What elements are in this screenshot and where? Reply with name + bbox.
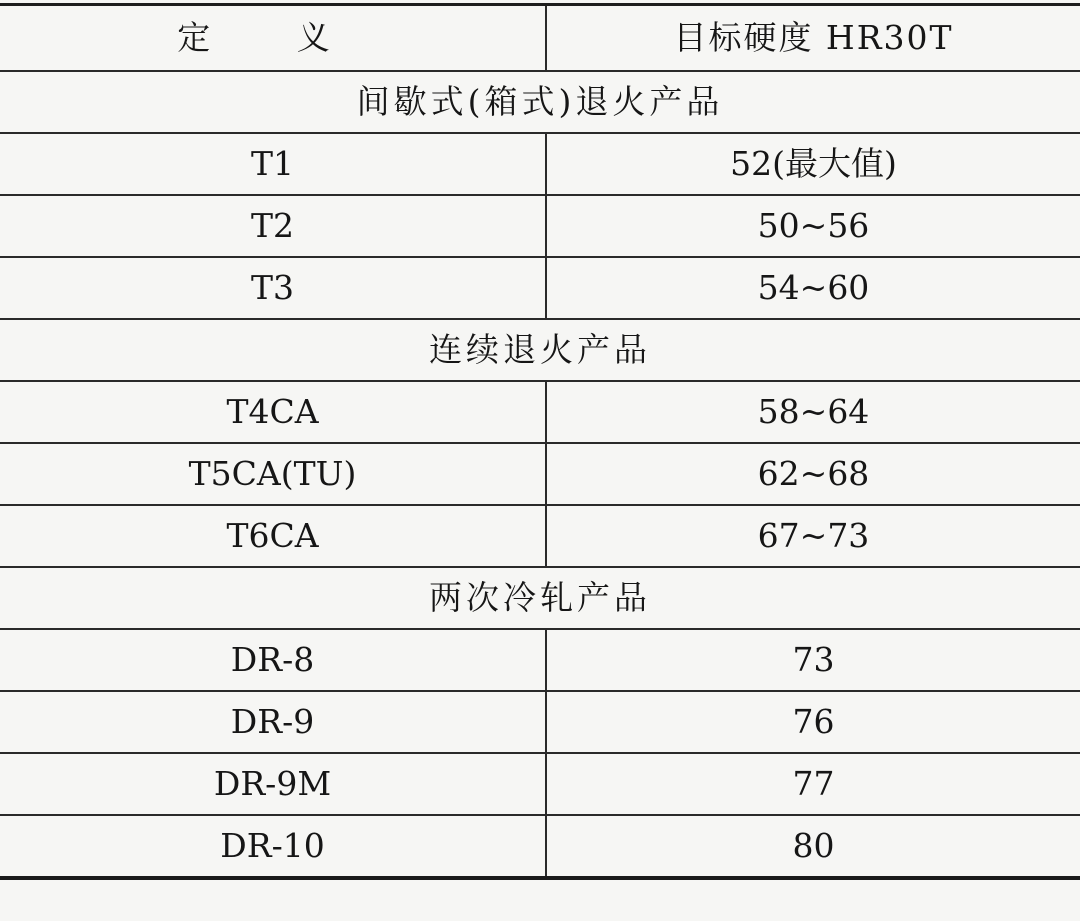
table-row [0, 195, 1080, 257]
section-title: 两次冷轧产品 [0, 567, 1080, 629]
section-title: 连续退火产品 [0, 319, 1080, 381]
section-header-continuous-annealed [0, 319, 1080, 381]
definition-cell: DR-9 [0, 691, 546, 753]
table-row [0, 753, 1080, 815]
table-row [0, 691, 1080, 753]
header-definition: 定 义 [0, 5, 546, 72]
hardness-cell: 80 [546, 815, 1080, 878]
table-row [0, 815, 1080, 878]
section-header-batch-annealed [0, 71, 1080, 133]
table-row [0, 381, 1080, 443]
section-header-double-reduced [0, 567, 1080, 629]
hardness-cell: 77 [546, 753, 1080, 815]
hardness-cell: 52(最大值) [546, 133, 1080, 195]
hardness-cell: 67~73 [546, 505, 1080, 567]
definition-cell: DR-8 [0, 629, 546, 691]
hardness-cell: 76 [546, 691, 1080, 753]
hardness-cell: 54~60 [546, 257, 1080, 319]
definition-cell: T3 [0, 257, 546, 319]
hardness-cell: 73 [546, 629, 1080, 691]
hardness-cell: 62~68 [546, 443, 1080, 505]
definition-cell: T5CA(TU) [0, 443, 546, 505]
definition-cell: DR-10 [0, 815, 546, 878]
table-row [0, 629, 1080, 691]
table-row [0, 443, 1080, 505]
definition-cell: T1 [0, 133, 546, 195]
table-row [0, 133, 1080, 195]
section-title: 间歇式(箱式)退火产品 [0, 71, 1080, 133]
hardness-cell: 50~56 [546, 195, 1080, 257]
hardness-table [0, 3, 1080, 880]
definition-cell: T4CA [0, 381, 546, 443]
header-target-hardness: 目标硬度 HR30T [546, 5, 1080, 72]
definition-cell: DR-9M [0, 753, 546, 815]
definition-cell: T6CA [0, 505, 546, 567]
table-row [0, 257, 1080, 319]
hardness-cell: 58~64 [546, 381, 1080, 443]
table-row [0, 505, 1080, 567]
definition-cell: T2 [0, 195, 546, 257]
table-header-row [0, 5, 1080, 72]
